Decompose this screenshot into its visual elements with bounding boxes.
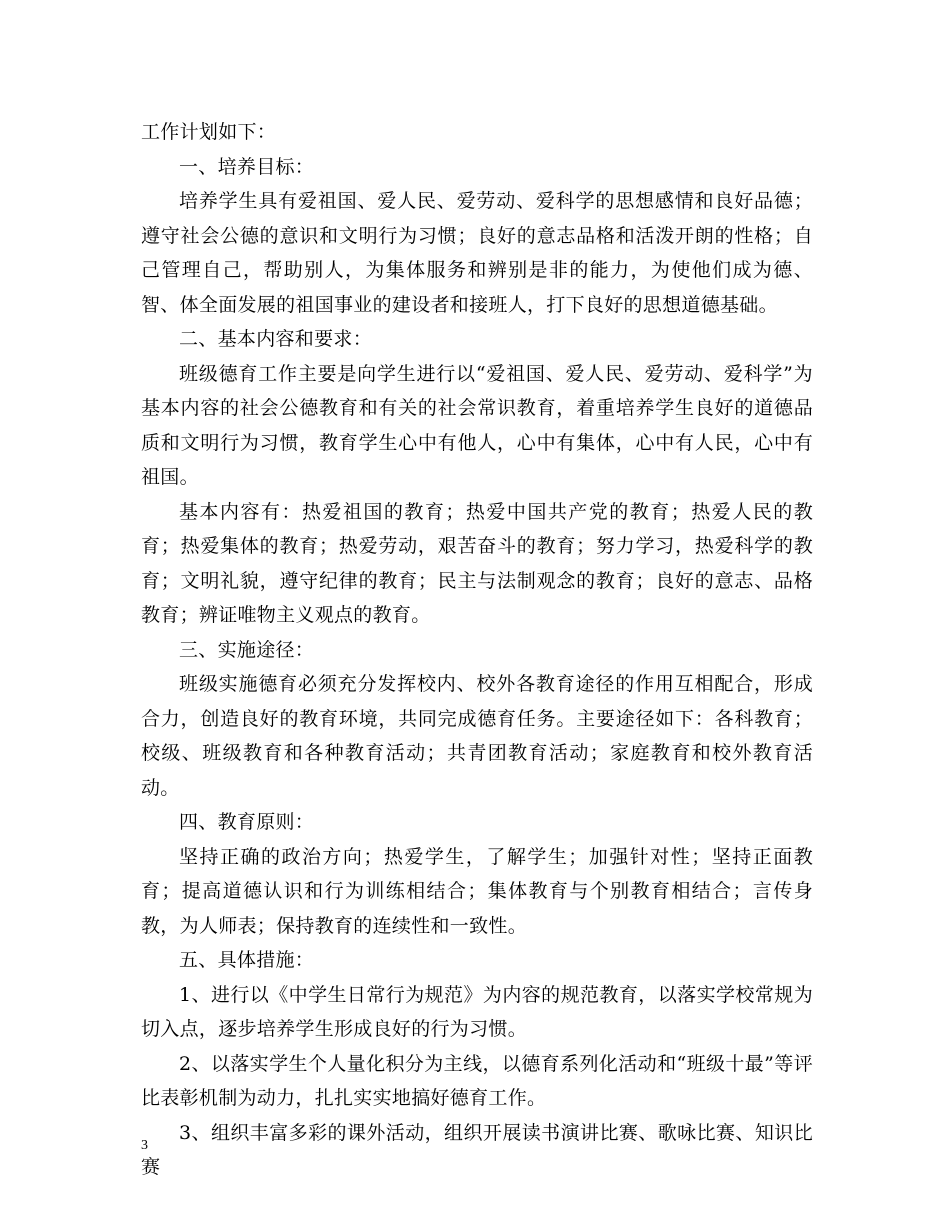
principles-paragraph: 坚持正确的政治方向；热爱学生，了解学生；加强针对性；坚持正面教育；提高道德认识和行为训练相结合；集体教育与个别教育相结合；言传身教，为人师表；保持教育的连续性和一致性。 (141, 845, 813, 937)
goals-paragraph: 培养学生具有爱祖国、爱人民、爱劳动、爱科学的思想感情和良好品德；遵守社会公德的意识和文明行为习惯；良好的意志品格和活泼开朗的性格；自己管理自己，帮助别人，为集体服务和辨别是非的能力，为使他们成为德、智、体全面发展的祖国事业的建设者和接班人，打下良好的思想道德基础。 (141, 190, 813, 316)
intro-line: 工作计划如下： (141, 121, 277, 143)
basic-content-paragraph: 基本内容有：热爱祖国的教育；热爱中国共产党的教育；热爱人民的教育；热爱集体的教育；热爱劳动，艰苦奋斗的教育；努力学习，热爱科学的教育；文明礼貌，遵守纪律的教育；民主与法制观念的教育；良好的意志、品格教育；辨证唯物主义观点的教育。 (141, 500, 813, 626)
section-heading-goals: 一、培养目标： (179, 155, 315, 178)
section-heading-content: 二、基本内容和要求： (179, 328, 373, 350)
approach-paragraph: 班级实施德育必须充分发挥校内、校外各教育途径的作用互相配合，形成合力，创造良好的教育环境，共同完成德育任务。主要途径如下：各科教育；校级、班级教育和各种教育活动；共青团教育活动；家庭教育和校外教育活动。 (141, 673, 813, 799)
page-number: 3 (141, 1138, 148, 1153)
content-paragraph: 班级德育工作主要是向学生进行以“爱祖国、爱人民、爱劳动、爱科学”为基本内容的社会公德教育和有关的社会常识教育，着重培养学生良好的道德品质和文明行为习惯，教育学生心中有他人，心中有集体，心中有人民，心中有祖国。 (141, 362, 813, 488)
section-heading-measures: 五、具体措施： (179, 949, 315, 971)
measure-item-3: 3、组织丰富多彩的课外活动，组织开展读书演讲比赛、歌咏比赛、知识比赛 (141, 1121, 813, 1178)
measure-item-2: 2、以落实学生个人量化积分为主线，以德育系列化活动和“班级十最”等评比表彰机制为动力，扎扎实实地搞好德育工作。 (141, 1052, 813, 1109)
section-heading-approach: 三、实施途径： (179, 638, 315, 661)
document-body (141, 115, 813, 1185)
measure-item-1: 1、进行以《中学生日常行为规范》为内容的规范教育，以落实学校常规为切入点，逐步培养学生形成良好的行为习惯。 (141, 983, 813, 1040)
section-heading-principles: 四、教育原则： (179, 811, 315, 833)
